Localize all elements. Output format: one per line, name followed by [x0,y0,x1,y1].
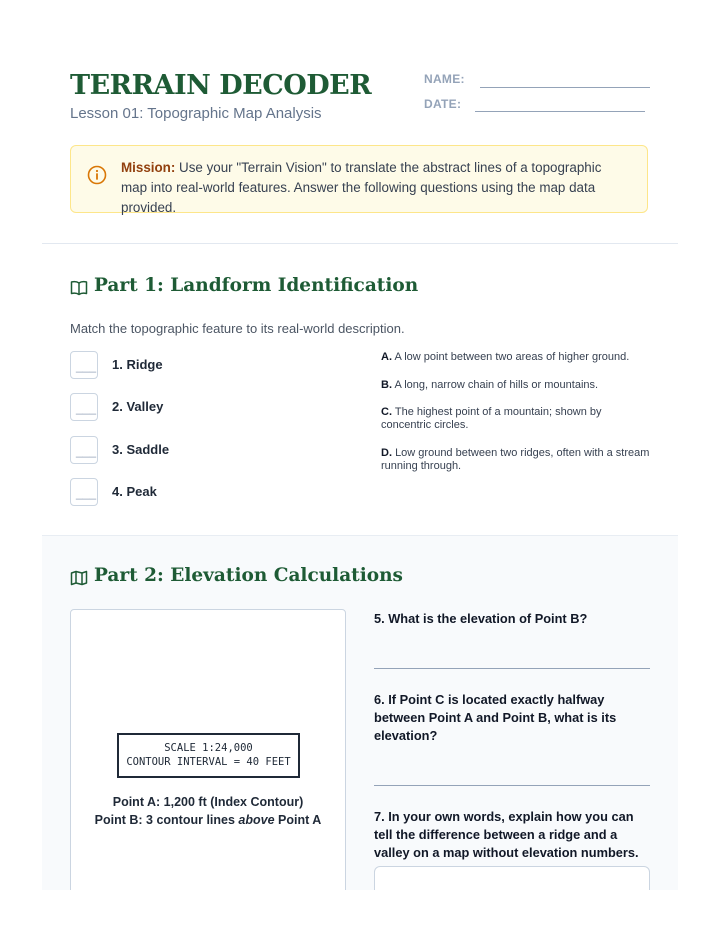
description-text: Low ground between two ridges, often with a stream running through. [381,447,650,472]
answer-blank: ___ [76,444,97,458]
description-letter: C. [381,406,392,418]
description-text: A low point between two areas of higher ground. [394,351,630,363]
answer-line-6[interactable] [374,785,650,786]
match-item [70,436,350,466]
part1-heading [70,275,470,301]
point-b-pre: Point B: 3 contour lines [94,813,239,827]
info-circle-icon [87,165,107,185]
description-letter: D. [381,447,392,459]
description-item [381,379,651,392]
question-5: 5. What is the elevation of Point B? [374,611,588,626]
match-label: 4. Peak [112,484,157,499]
point-b-emphasis: above [238,813,275,827]
question-7: 7. In your own words, explain how you can tell the difference between a ridge and a valley on a map without elevation numbers. [374,809,639,860]
point-a-text: Point A: 1,200 ft (Index Contour) [112,795,304,809]
part2-title: Part 2: Elevation Calculations [94,565,403,586]
answer-box[interactable] [70,478,98,506]
description-item [381,351,651,364]
point-b-text [71,811,345,829]
answer-box[interactable] [70,393,98,421]
mission-text: Use your "Terrain Vision" to translate the abstract lines of a topographic map into real-world features. Answer the following questions using the map data provided. [121,160,602,215]
mission-callout [70,145,648,213]
contour-interval-text: CONTOUR INTERVAL = 40 FEET [126,756,291,768]
answer-blank: ___ [76,359,97,373]
page-subtitle: Lesson 01: Topographic Map Analysis [70,105,322,122]
match-item [70,393,350,423]
date-field[interactable] [475,111,645,112]
map-points [71,793,345,829]
page-title: TERRAIN DECODER [70,70,372,101]
match-label: 3. Saddle [112,442,170,457]
answer-blank: ___ [76,401,97,415]
description-item [381,406,651,432]
scale-text: SCALE 1:24,000 [164,742,253,754]
part1-instruction: Match the topographic feature to its real-world description. [70,321,405,336]
worksheet-header [70,70,650,130]
description-letter: A. [381,351,392,363]
book-icon [70,279,88,297]
date-label: DATE: [424,97,462,111]
part1-title: Part 1: Landform Identification [94,275,419,296]
map-icon [70,569,88,587]
match-item [70,478,350,508]
answer-box[interactable] [70,436,98,464]
description-item [381,447,651,473]
section-divider [42,243,678,244]
name-label: NAME: [424,72,465,86]
mission-text-block [121,158,631,218]
answer-box[interactable] [70,351,98,379]
match-label: 2. Valley [112,399,164,414]
topo-map-card [70,609,346,899]
point-b-post: Point A [274,813,322,827]
answer-blank: ___ [76,486,97,500]
name-field[interactable] [480,87,650,88]
question-6: 6. If Point C is located exactly halfway between Point A and Point B, what is its elevation? [374,692,617,743]
match-label: 1. Ridge [112,357,163,372]
page-bottom-margin [0,890,720,932]
part2-heading [70,565,470,591]
description-text: The highest point of a mountain; shown by concentric circles. [381,406,602,431]
description-text: A long, narrow chain of hills or mountains. [394,379,599,391]
answer-line-5[interactable] [374,668,650,669]
mission-label: Mission: [121,160,176,175]
match-item [70,351,350,381]
description-letter: B. [381,379,392,391]
map-scale-box [117,733,300,778]
